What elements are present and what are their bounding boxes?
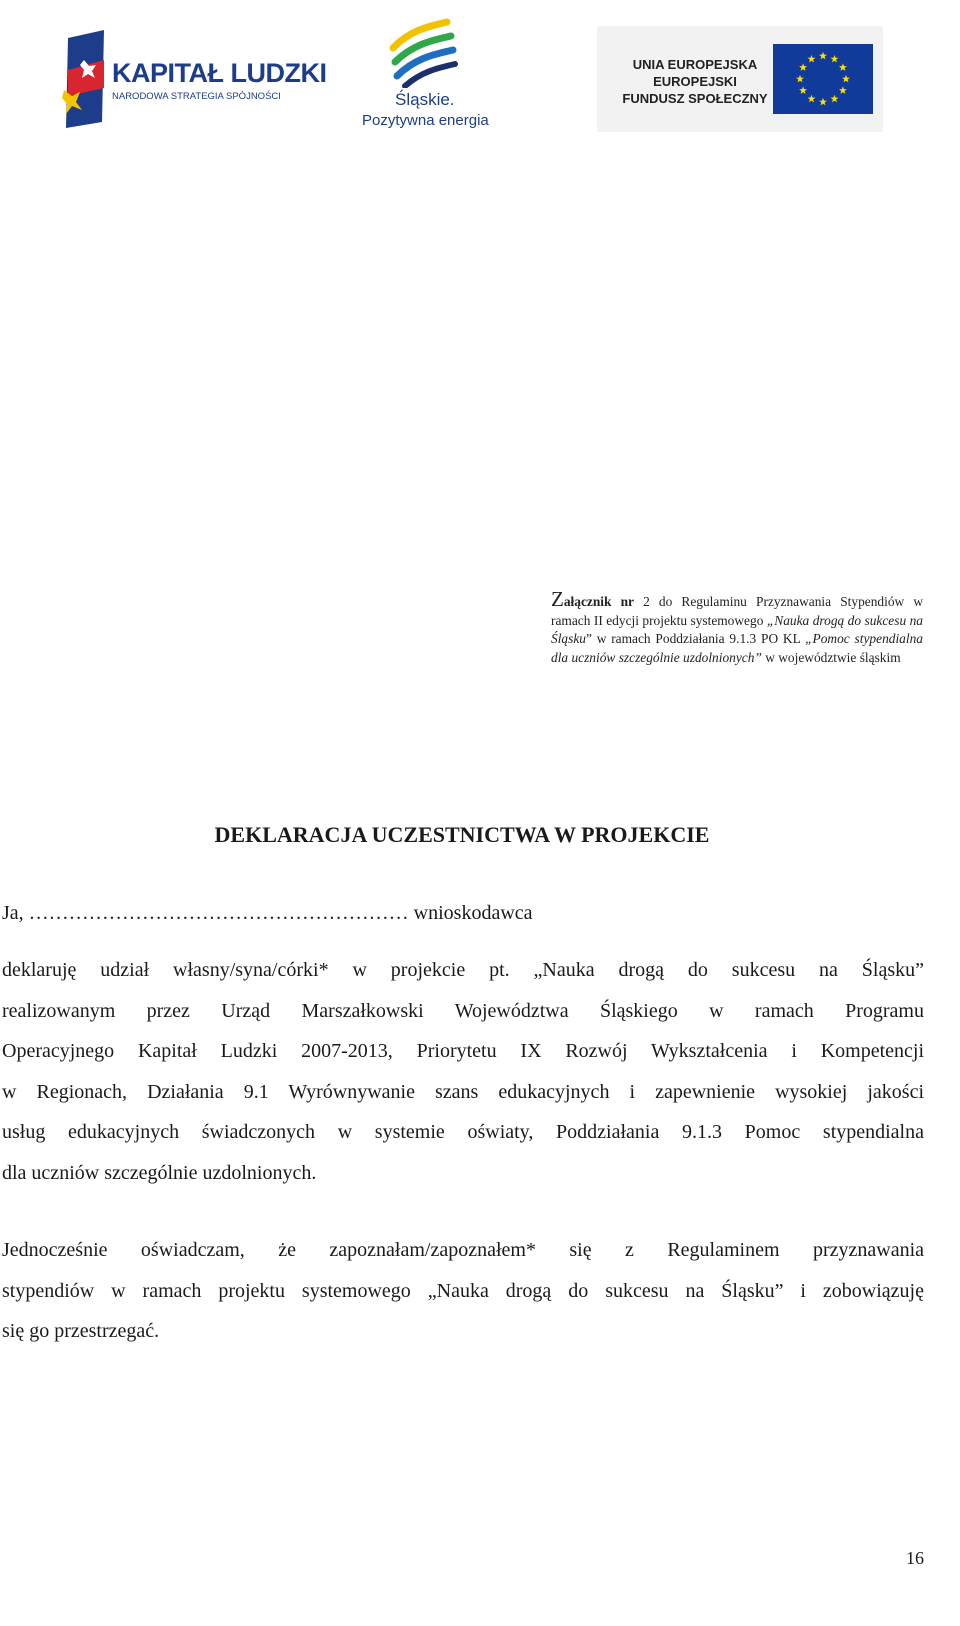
- declaration-paragraph: [2, 950, 924, 1193]
- applicant-line: [2, 902, 533, 925]
- statement-line: się go przestrzegać.: [2, 1320, 160, 1342]
- statement-paragraph: [2, 1230, 924, 1352]
- annex-lead-bold: ałącznik nr: [563, 594, 634, 609]
- slaskie-tagline: Pozytywna energia: [362, 112, 489, 129]
- declaration-line: deklaruję udział własny/syna/córki* w projekcie pt. „Nauka drogą do sukcesu na Śląsku”: [2, 959, 924, 981]
- eu-line-2: EUROPEJSKI: [653, 74, 737, 89]
- declaration-line: realizowanym przez Urząd Marszałkowski Województwa Śląskiego w ramach Programu: [2, 999, 924, 1022]
- slaskie-name: Śląskie.: [395, 90, 455, 109]
- applicant-role: wnioskodawca: [413, 902, 533, 924]
- eu-flag-icon: [773, 44, 873, 114]
- declaration-line: usług edukacyjnych świadczonych w systemie oświaty, Poddziałania 9.1.3 Pomoc stypendialna: [2, 1121, 924, 1143]
- annex-text-1: 2 do Regulaminu Przyznawania Stypendiów w ramach II edycji projektu systemowego: [551, 594, 923, 628]
- statement-line: stypendiów w ramach projektu systemowego „Nauka drogą do sukcesu na Śląsku” i zobowiązuję: [2, 1279, 924, 1302]
- kapital-ludzki-subtitle: NARODOWA STRATEGIA SPÓJNOŚCI: [112, 91, 281, 102]
- annex-text-2: ” w ramach Poddziałania 9.1.3 PO KL: [585, 631, 806, 646]
- logo-kapital-ludzki: [62, 30, 327, 132]
- declaration-line: Operacyjnego Kapitał Ludzki 2007-2013, Priorytetu IX Rozwój Wykształcenia i Kompetencji: [2, 1040, 924, 1062]
- declaration-line: dla uczniów szczególnie uzdolnionych.: [2, 1161, 317, 1184]
- slaskie-waves-icon: [385, 18, 460, 88]
- applicant-name-blank: …………………………………………………: [28, 902, 409, 924]
- applicant-prefix: Ja,: [2, 902, 24, 924]
- annex-note: [551, 587, 923, 667]
- annex-italic-2: „Pomoc stypendialna dla uczniów szczególnie uzdolnionych”: [551, 631, 923, 665]
- eu-line-1: UNIA EUROPEJSKA: [632, 57, 758, 72]
- kapital-ludzki-emblem-icon: [62, 30, 110, 130]
- logo-eu-efs: [597, 26, 883, 132]
- declaration-line: w Regionach, Działania 9.1 Wyrównywanie szans edukacyjnych i zapewnienie wysokiej jakości: [2, 1080, 924, 1103]
- annex-text-3: w województwie śląskim: [761, 649, 901, 665]
- logo-slaskie: [355, 18, 495, 140]
- eu-line-3: FUNDUSZ SPOŁECZNY: [622, 91, 768, 106]
- kapital-ludzki-title: KAPITAŁ LUDZKI: [112, 58, 327, 88]
- annex-lead-letter: Z: [551, 587, 564, 611]
- eu-logo-text: [615, 56, 775, 107]
- page-number: 16: [906, 1548, 924, 1568]
- statement-line: Jednocześnie oświadczam, że zapoznałam/zapoznałem* się z Regulaminem przyznawania: [2, 1239, 924, 1261]
- annex-italic-1: „Nauka drogą do sukcesu na Śląsku: [551, 612, 923, 646]
- document-title: DEKLARACJA UCZESTNICTWA W PROJEKCIE: [214, 822, 710, 847]
